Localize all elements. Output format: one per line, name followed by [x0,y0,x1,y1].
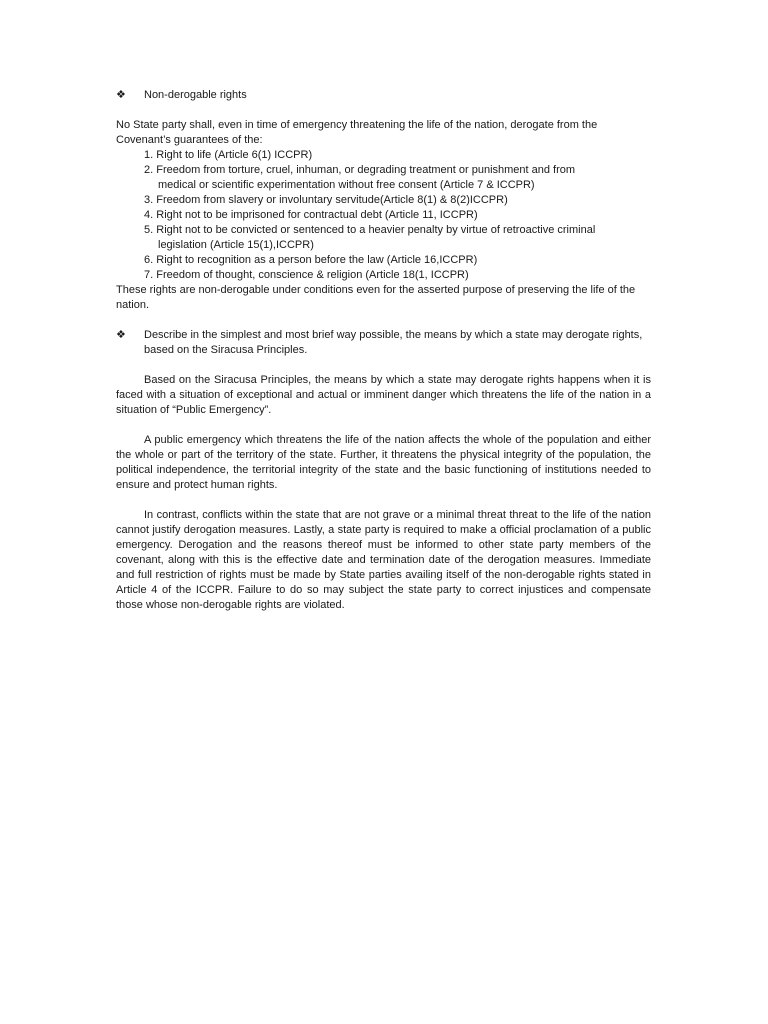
list-item: 7. Freedom of thought, conscience & religion (Article 18(1, ICCPR) [144,269,469,281]
rights-list [144,148,651,283]
diamond-bullet-icon: ❖ [116,89,126,101]
question-row [116,328,651,358]
closing-paragraph: These rights are non-derogable under conditions even for the asserted purpose of preserving the life of the nation. [116,284,636,311]
question-text: Describe in the simplest and most brief way possible, the means by which a state may derogate rights, based on the Siracusa Principles. [144,329,643,356]
section-heading: Non-derogable rights [144,89,247,101]
diamond-bullet-icon: ❖ [116,329,126,341]
intro-paragraph: No State party shall, even in time of emergency threatening the life of the nation, derogate from the Covenant’s guarantees of the: [116,119,598,146]
answer-paragraph-3: In contrast, conflicts within the state that are not grave or a minimal threat threat to the life of the nation cannot justify derogation measures. Lastly, a state party is required to make a official proclamation of a public emergency. Derogation and the reasons thereof must be informed to other state party members of the covenant, along with this is the effective date and termination date of the derogation measures. Immediate and full restriction of rights must be made by State parties availing itself of the non-derogable rights stated in Article 4 of the ICCPR. Failure to do so may subject the state party to correct injustices and compensate those whose non-derogable rights are violated. [116,509,651,611]
list-item: 1. Right to life (Article 6(1) ICCPR) [144,149,313,161]
answer-paragraph-2: A public emergency which threatens the life of the nation affects the whole of the population and either the whole or part of the territory of the state. Further, it threatens the physical integrity of the population, the political independence, the territorial integrity of the state and the basic functioning of institutions needed to ensure and protect human rights. [116,434,651,491]
list-item: 2. Freedom from torture, cruel, inhuman, or degrading treatment or punishment and from medical or scientific experimentation without free consent (Article 7 & ICCPR) [144,164,576,191]
list-item: 5. Right not to be convicted or sentenced to a heavier penalty by virtue of retroactive criminal legislation (Article 15(1),ICCPR) [144,224,596,251]
list-item: 3. Freedom from slavery or involuntary servitude(Article 8(1) & 8(2)ICCPR) [144,194,508,206]
document-body [116,88,651,613]
section-heading-row [116,88,651,103]
list-item: 6. Right to recognition as a person before the law (Article 16,ICCPR) [144,254,478,266]
answer-paragraph-1: Based on the Siracusa Principles, the means by which a state may derogate rights happens when it is faced with a situation of exceptional and actual or imminent danger which threatens the life of the nation in a situation of “Public Emergency”. [116,374,651,416]
list-item: 4. Right not to be imprisoned for contractual debt (Article 11, ICCPR) [144,209,478,221]
